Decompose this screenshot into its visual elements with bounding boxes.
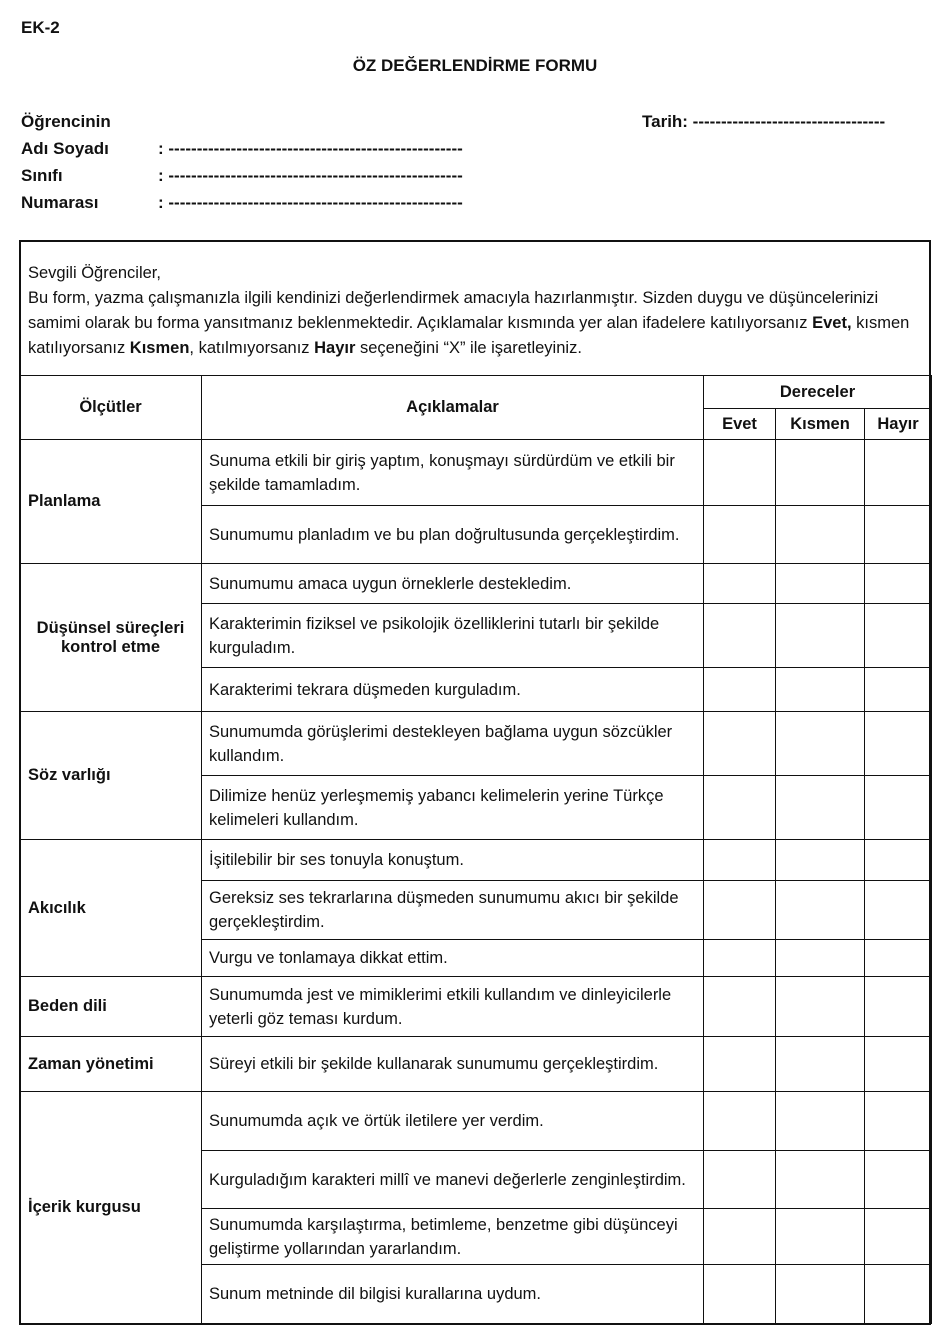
description-cell: Sunumumda görüşlerimi destekleyen bağlama uygun sözcükler kullandım. (202, 712, 704, 776)
description-cell: Vurgu ve tonlamaya dikkat ettim. (202, 940, 704, 977)
yes-checkbox-cell[interactable] (704, 881, 776, 940)
criterion-cell: Zaman yönetimi (20, 1037, 202, 1092)
description-cell: İşitilebilir bir ses tonuyla konuştum. (202, 840, 704, 881)
description-cell: Sunumumda karşılaştırma, betimleme, benzetme gibi düşünceyi geliştirme yollarından yararlandım. (202, 1209, 704, 1265)
yes-checkbox-cell[interactable] (704, 1265, 776, 1324)
no-checkbox-cell[interactable] (865, 940, 932, 977)
yes-checkbox-cell[interactable] (704, 712, 776, 776)
table-row (20, 977, 932, 1037)
table-row (20, 440, 932, 506)
instruction-part: Bu form, yazma çalışmanızla ilgili kendinizi değerlendirmek amacıyla hazırlanmıştır. Sizden duygu ve düşüncelerinizi samimi olarak bu forma yansıtmanız beklenmektedir. Açıklamalar kısmında yer alan ifadelere katılıyorsanız (28, 289, 879, 332)
partial-checkbox-cell[interactable] (776, 1037, 865, 1092)
table-body (20, 440, 932, 1324)
description-cell: Sunum metninde dil bilgisi kurallarına uydum. (202, 1265, 704, 1324)
description-cell: Gereksiz ses tekrarlarına düşmeden sunumumu akıcı bir şekilde gerçekleştirdim. (202, 881, 704, 940)
evaluation-table (19, 375, 932, 1324)
partial-checkbox-cell[interactable] (776, 506, 865, 564)
yes-checkbox-cell[interactable] (704, 977, 776, 1037)
description-cell: Dilimize henüz yerleşmemiş yabancı kelimelerin yerine Türkçe kelimeleri kullandım. (202, 776, 704, 840)
greeting: Sevgili Öğrenciler, (28, 264, 161, 282)
description-header: Açıklamalar (202, 376, 704, 440)
yes-checkbox-cell[interactable] (704, 1037, 776, 1092)
no-checkbox-cell[interactable] (865, 1151, 932, 1209)
name-label: Adı Soyadı (21, 139, 109, 158)
yes-checkbox-cell[interactable] (704, 1209, 776, 1265)
name-field[interactable]: : ---------------------------------------------------- (158, 139, 463, 158)
table-row (20, 712, 932, 776)
no-checkbox-cell[interactable] (865, 506, 932, 564)
description-cell: Sunumumu planladım ve bu plan doğrultusunda gerçekleştirdim. (202, 506, 704, 564)
no-header: Hayır (865, 409, 932, 440)
instruction-partial: Kısmen (129, 339, 190, 357)
partial-checkbox-cell[interactable] (776, 881, 865, 940)
instruction-text (28, 286, 922, 361)
description-cell: Sunuma etkili bir giriş yaptım, konuşmayı sürdürdüm ve etkili bir şekilde tamamladım. (202, 440, 704, 506)
partial-checkbox-cell[interactable] (776, 840, 865, 881)
description-cell: Süreyi etkili bir şekilde kullanarak sunumumu gerçekleştirdim. (202, 1037, 704, 1092)
instruction-yes: Evet, (812, 314, 852, 332)
partial-checkbox-cell[interactable] (776, 1092, 865, 1151)
no-checkbox-cell[interactable] (865, 881, 932, 940)
criterion-cell: Düşünsel süreçleri kontrol etme (20, 564, 202, 712)
partial-checkbox-cell[interactable] (776, 940, 865, 977)
partial-checkbox-cell[interactable] (776, 1151, 865, 1209)
partial-checkbox-cell[interactable] (776, 977, 865, 1037)
no-checkbox-cell[interactable] (865, 440, 932, 506)
yes-checkbox-cell[interactable] (704, 604, 776, 668)
no-checkbox-cell[interactable] (865, 840, 932, 881)
description-cell: Sunumumda jest ve mimiklerimi etkili kullandım ve dinleyicilerle yeterli göz teması kurdum. (202, 977, 704, 1037)
criterion-cell: İçerik kurgusu (20, 1092, 202, 1324)
partial-checkbox-cell[interactable] (776, 1265, 865, 1324)
description-cell: Sunumumu amaca uygun örneklerle destekledim. (202, 564, 704, 604)
criterion-cell: Akıcılık (20, 840, 202, 977)
student-label: Öğrencinin (21, 112, 111, 131)
criteria-header: Ölçütler (20, 376, 202, 440)
instruction-part: kısmen katılıyorsanız (28, 314, 910, 357)
class-field[interactable]: : ---------------------------------------------------- (158, 166, 463, 185)
yes-checkbox-cell[interactable] (704, 668, 776, 712)
instruction-part: seçeneğini “X” ile işaretleyiniz. (355, 339, 582, 357)
description-cell: Karakterimi tekrara düşmeden kurguladım. (202, 668, 704, 712)
description-cell: Karakterimin fiziksel ve psikolojik özelliklerini tutarlı bir şekilde kurguladım. (202, 604, 704, 668)
table-row (20, 564, 932, 604)
no-checkbox-cell[interactable] (865, 1265, 932, 1324)
table-row (20, 1092, 932, 1151)
no-checkbox-cell[interactable] (865, 564, 932, 604)
no-checkbox-cell[interactable] (865, 712, 932, 776)
yes-checkbox-cell[interactable] (704, 564, 776, 604)
yes-checkbox-cell[interactable] (704, 1151, 776, 1209)
partial-checkbox-cell[interactable] (776, 712, 865, 776)
description-cell: Sunumumda açık ve örtük iletilere yer verdim. (202, 1092, 704, 1151)
yes-checkbox-cell[interactable] (704, 776, 776, 840)
class-label: Sınıfı (21, 166, 63, 185)
degrees-header: Dereceler (704, 376, 932, 409)
partial-header: Kısmen (776, 409, 865, 440)
criterion-cell: Beden dili (20, 977, 202, 1037)
table-row (20, 840, 932, 881)
no-checkbox-cell[interactable] (865, 977, 932, 1037)
page-title: ÖZ DEĞERLENDİRME FORMU (352, 56, 598, 75)
no-checkbox-cell[interactable] (865, 776, 932, 840)
yes-header: Evet (704, 409, 776, 440)
partial-checkbox-cell[interactable] (776, 564, 865, 604)
table-row (20, 1037, 932, 1092)
criterion-cell: Planlama (20, 440, 202, 564)
partial-checkbox-cell[interactable] (776, 1209, 865, 1265)
no-checkbox-cell[interactable] (865, 1092, 932, 1151)
instruction-part: , katılmıyorsanız (189, 339, 315, 357)
partial-checkbox-cell[interactable] (776, 668, 865, 712)
yes-checkbox-cell[interactable] (704, 506, 776, 564)
yes-checkbox-cell[interactable] (704, 1092, 776, 1151)
partial-checkbox-cell[interactable] (776, 776, 865, 840)
yes-checkbox-cell[interactable] (704, 940, 776, 977)
no-checkbox-cell[interactable] (865, 1037, 932, 1092)
instruction-no: Hayır (314, 339, 356, 357)
criterion-cell: Söz varlığı (20, 712, 202, 840)
yes-checkbox-cell[interactable] (704, 840, 776, 881)
student-info (21, 108, 463, 216)
no-checkbox-cell[interactable] (865, 1209, 932, 1265)
no-checkbox-cell[interactable] (865, 668, 932, 712)
yes-checkbox-cell[interactable] (704, 440, 776, 506)
number-field[interactable]: : ---------------------------------------------------- (158, 193, 463, 212)
annex-label: EK-2 (21, 18, 60, 37)
number-label: Numarası (21, 193, 99, 212)
instructions (20, 241, 930, 375)
no-checkbox-cell[interactable] (865, 604, 932, 668)
partial-checkbox-cell[interactable] (776, 440, 865, 506)
date-field[interactable]: Tarih: ---------------------------------- (642, 112, 886, 131)
description-cell: Kurguladığım karakteri millî ve manevi değerlerle zenginleştirdim. (202, 1151, 704, 1209)
partial-checkbox-cell[interactable] (776, 604, 865, 668)
